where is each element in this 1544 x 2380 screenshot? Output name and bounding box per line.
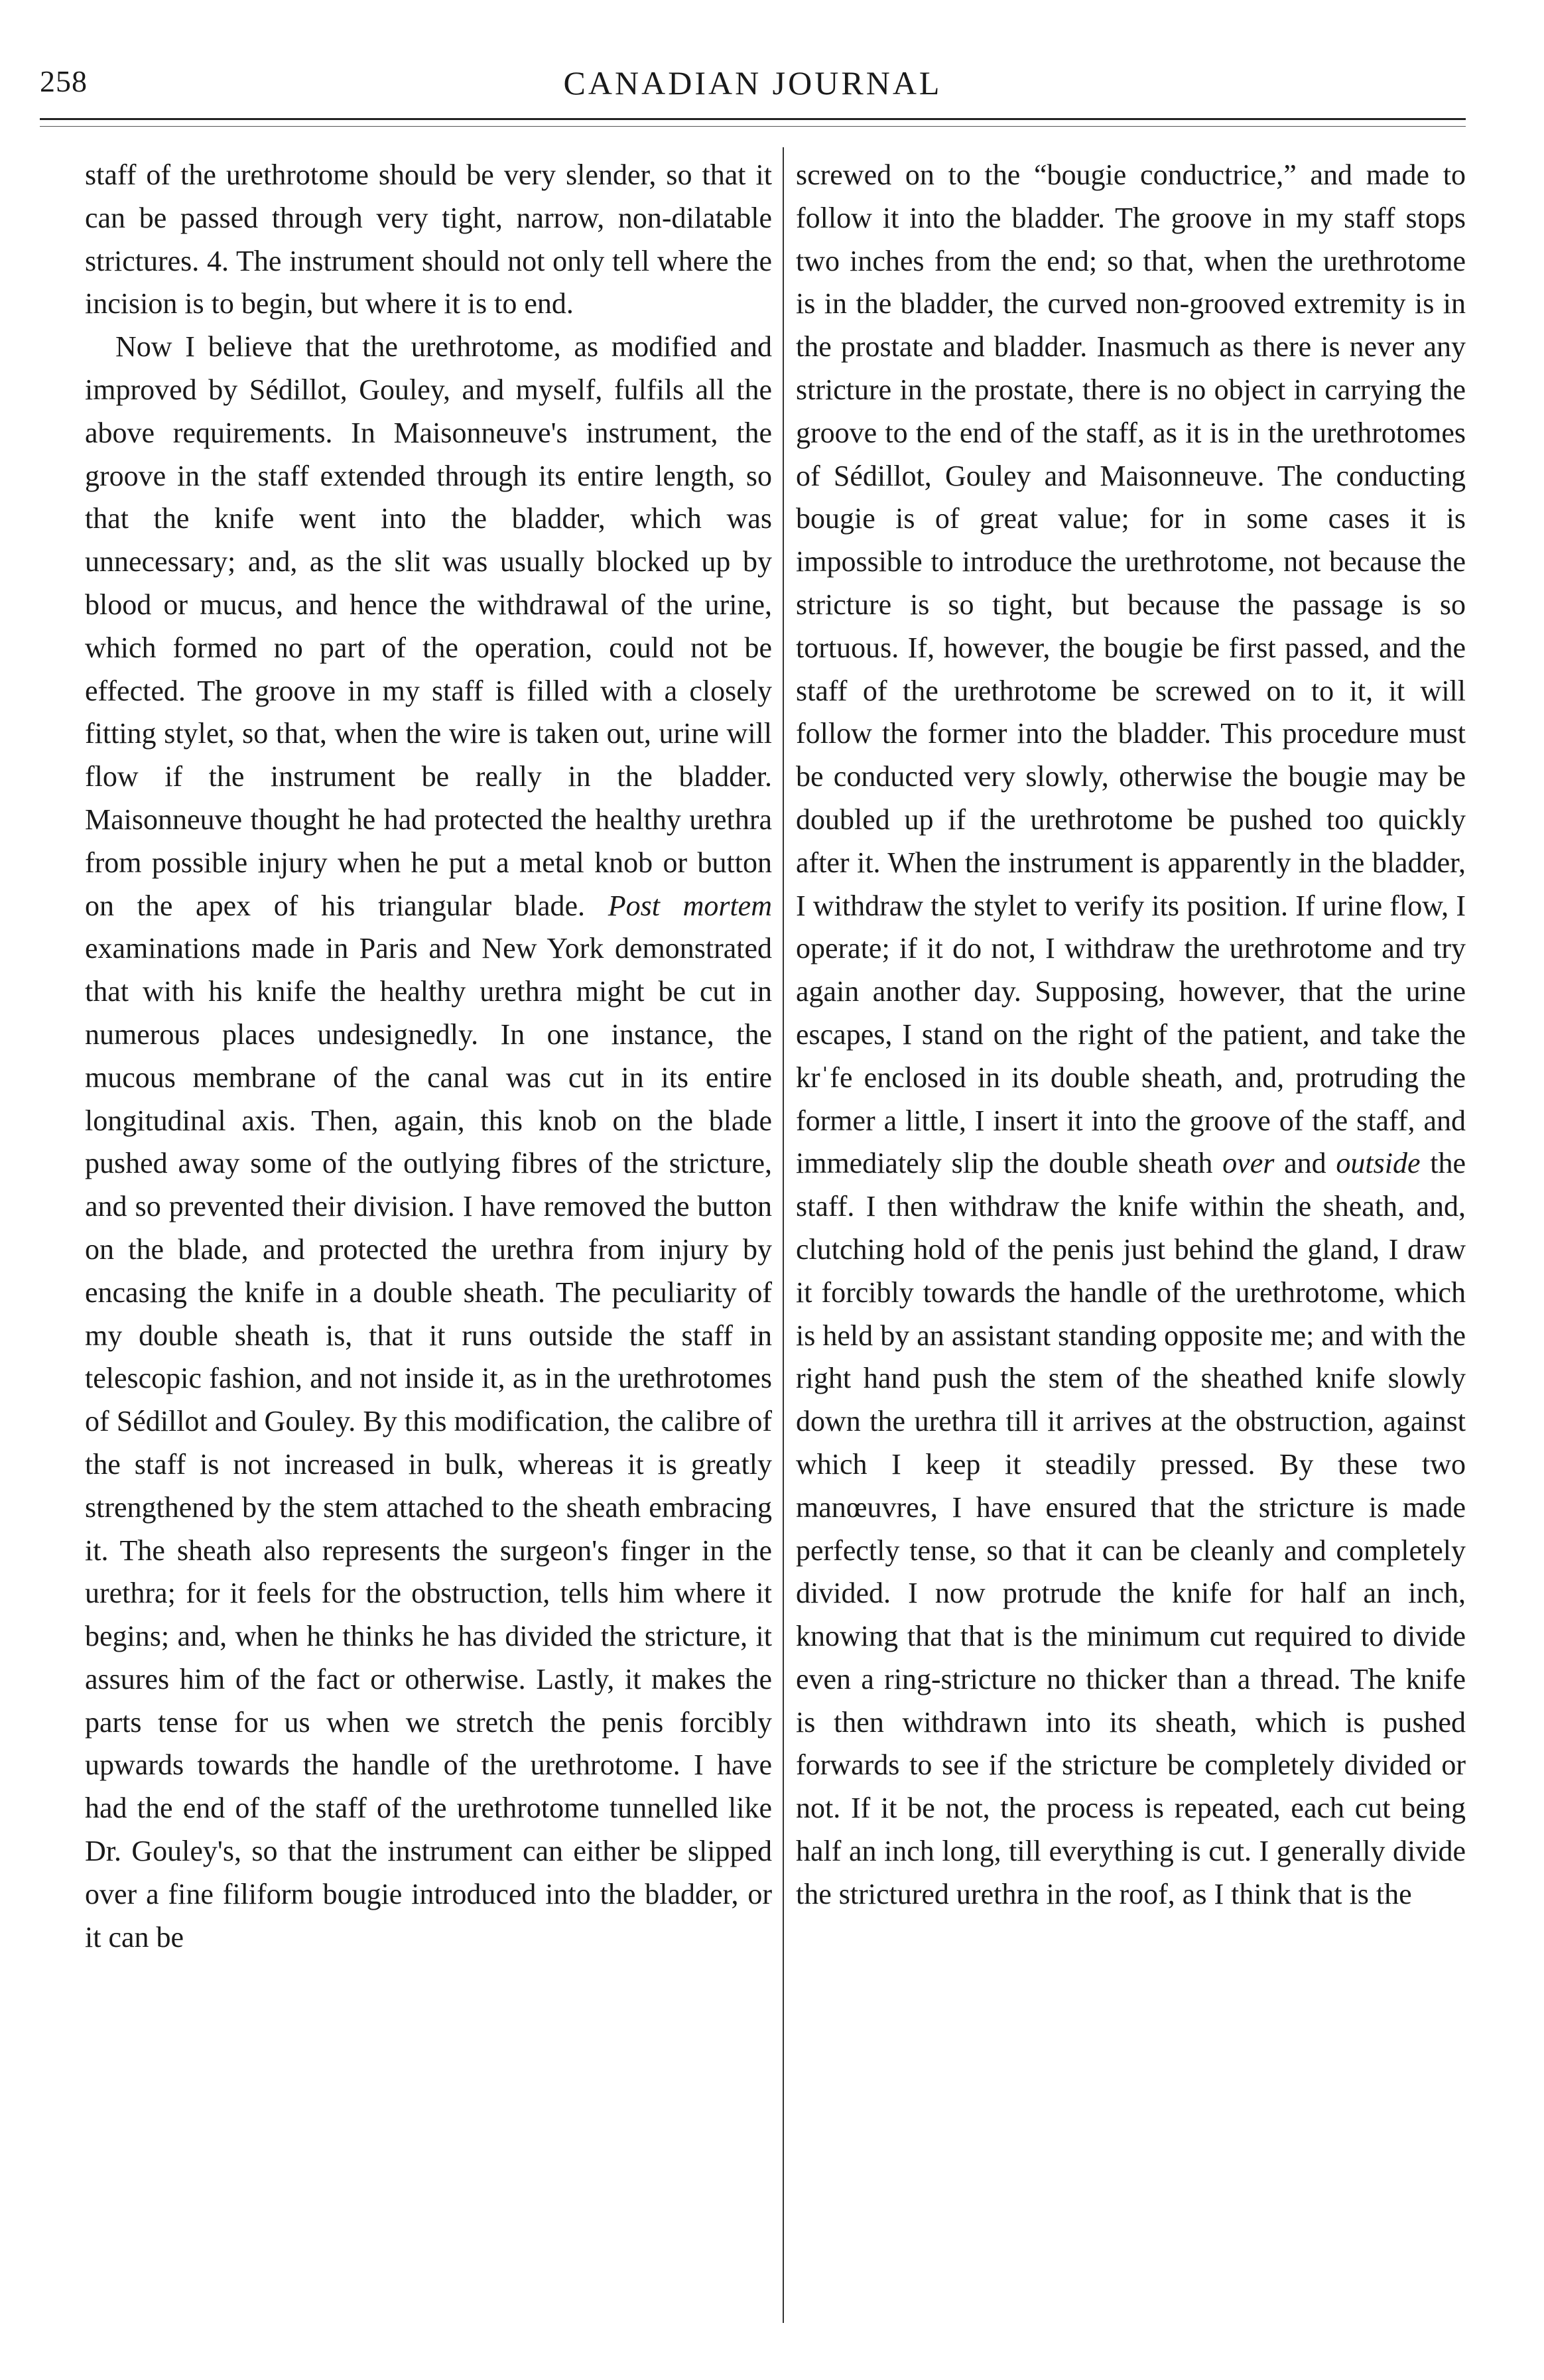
running-title: CANADIAN JOURNAL — [563, 64, 942, 101]
text-segment: Now I believe that the urethrotome, as modified and improved by Sédillot, Gouley, and myself, fulfils all the above requirements. In Maisonneuve's instrument, the groove in the staff extended through its entire length, so that the knife went into the bladder, which was unnecessary; and, as the slit was usually blocked up by blood or mucus, and hence the withdrawal of the urine, which formed no part of the operation, could not be effected. The groove in my staff is filled with a closely fitting stylet, so that, when the wire is taken out, urine will flow if the instrument be really in the bladder. Maisonneuve thought he had protected the healthy urethra from possible injury when he put a metal knob or button on the apex of his triangular blade. — [85, 330, 772, 922]
right-paragraph-1 — [796, 154, 1466, 1916]
column-divider — [783, 147, 784, 2323]
page-header — [40, 64, 1466, 110]
right-column — [796, 154, 1466, 1916]
italic-segment: outside — [1336, 1147, 1421, 1180]
text-segment: the staff. I then withdraw the knife within the sheath, and, clutching hold of the penis just behind the gland, I draw it forcibly towards the handle of the urethrotome, which is held by an assistant standing opposite me; and with the right hand push the stem of the sheathed knife slowly down the urethra till it arrives at the obstruction, against which I keep it steadily pressed. By these two manœuvres, I have ensured that the stricture is made perfectly tense, so that it can be cleanly and completely divided. I now protrude the knife for half an inch, knowing that that is the minimum cut required to divide even a ring-stricture no thicker than a thread. The knife is then withdrawn into its sheath, which is pushed forwards to see if the stricture be completely divided or not. If it be not, the process is repeated, each cut being half an inch long, till everything is cut. I generally divide the strictured urethra in the roof, as I think that is the — [796, 1147, 1466, 1910]
left-paragraph-1 — [85, 154, 772, 326]
italic-segment: Post mortem — [608, 889, 772, 922]
text-segment: screwed on to the “bougie conductrice,” and made to follow it into the bladder. The groove in my staff stops two inches from the end; so that, when the urethrotome is in the bladder, the curved non-grooved extremity is in the prostate and bladder. Inasmuch as there is never any stricture in the prostate, there is no object in carrying the groove to the end of the staff, as it is in the urethrotomes of Sédillot, Gouley and Maisonneuve. The conducting bougie is of great value; for in some cases it is impossible to introduce the urethrotome, not because the stricture is so tight, but because the passage is so tortuous. If, however, the bougie be first passed, and the staff of the urethrotome be screwed on to it, it will follow the former into the bladder. This procedure must be conducted very slowly, otherwise the bougie may be doubled up if the urethrotome be pushed too quickly after it. When the instrument is apparently in the bladder, I withdraw the stylet to verify its position. If urine flow, I operate; if it do not, I withdraw the urethrotome and try again another day. Supposing, however, that the urine escapes, I stand on the right of the patient, and take the krˈfe enclosed in its double sheath, and, protruding the former a little, I insert it into the groove of the staff, and immediately slip the double sheath — [796, 159, 1466, 1180]
left-paragraph-2 — [85, 326, 772, 1959]
left-column — [85, 154, 772, 1959]
header-rule-thin — [40, 126, 1466, 127]
text-segment: and — [1274, 1147, 1336, 1180]
page-number: 258 — [40, 64, 88, 98]
italic-segment: over — [1222, 1147, 1275, 1180]
text-segment: examinations made in Paris and New York demonstrated that with his knife the healthy urethra might be cut in numerous places undesignedly. In one instance, the mucous membrane of the canal was cut in its entire longitudinal axis. Then, again, this knob on the blade pushed away some of the outlying fibres of the stricture, and so prevented their division. I have removed the button on the blade, and protected the urethra from injury by encasing the knife in a double sheath. The peculiarity of my double sheath is, that it runs outside the staff in telescopic fashion, and not inside it, as in the urethrotomes of Sédillot and Gouley. By this modification, the calibre of the staff is not increased in bulk, whereas it is greatly strengthened by the stem attached to the sheath embracing it. The sheath also represents the surgeon's finger in the urethra; for it feels for the obstruction, tells him where it begins; and, when he thinks he has divided the stricture, it assures him of the fact or otherwise. Lastly, it makes the parts tense for us when we stretch the penis forcibly upwards towards the handle of the urethrotome. I have had the end of the staff of the urethrotome tunnelled like Dr. Gouley's, so that the instrument can either be slipped over a fine filiform bougie introduced into the bladder, or it can be — [85, 932, 772, 1953]
text-segment: staff of the urethrotome should be very slender, so that it can be passed through very tight, narrow, non-dilatable strictures. 4. The instrument should not only tell where the incision is to begin, but where it is to end. — [85, 159, 772, 320]
header-rule — [40, 118, 1466, 120]
